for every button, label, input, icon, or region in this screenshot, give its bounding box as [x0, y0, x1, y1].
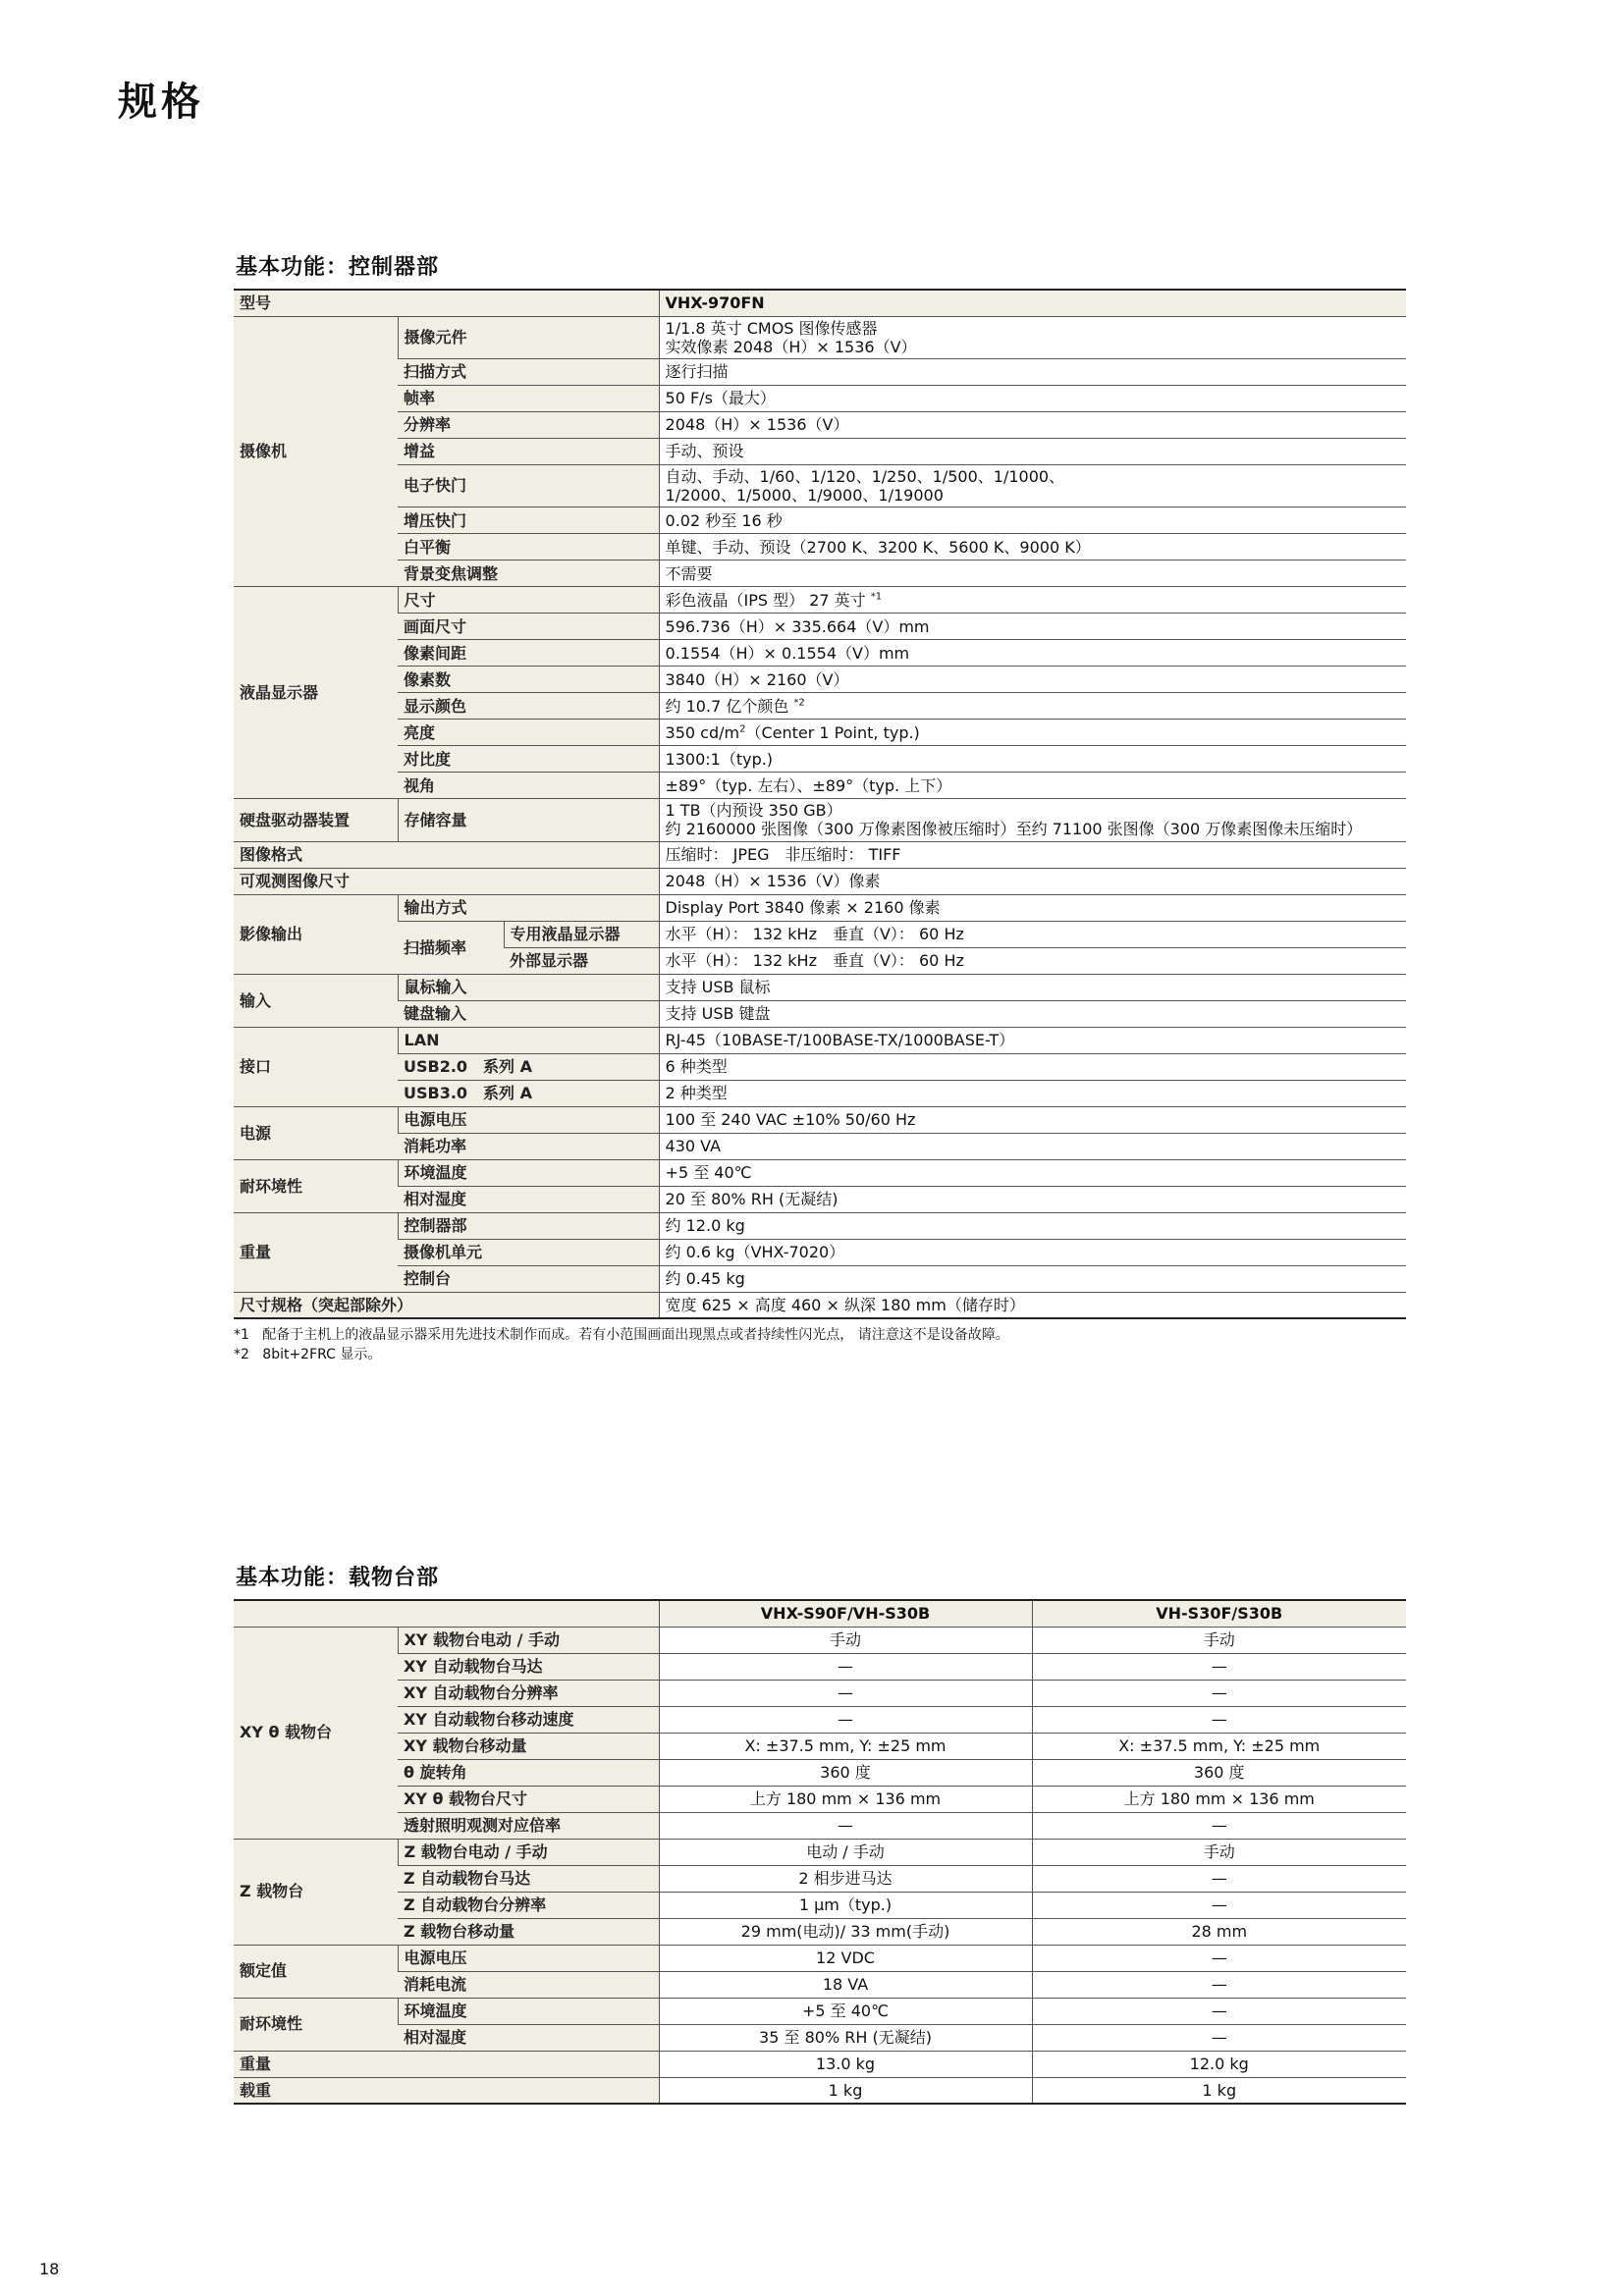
- row-label: θ 旋转角: [398, 1759, 659, 1786]
- row-label: 白平衡: [398, 534, 659, 561]
- row-label: USB3.0 系列 A: [398, 1080, 659, 1106]
- table-row: [234, 640, 1406, 667]
- model-value: VHX-970FN: [659, 290, 1406, 316]
- table-row: [234, 2024, 1406, 2051]
- table-row: [234, 561, 1406, 587]
- row-value: 1 kg: [1032, 2077, 1406, 2104]
- row-label: 视角: [398, 773, 659, 799]
- row-label: XY 载物台移动量: [398, 1733, 659, 1759]
- row-value: 360 度: [1032, 1759, 1406, 1786]
- row-label: 对比度: [398, 746, 659, 773]
- row-label: 帧率: [398, 385, 659, 411]
- table-row: [234, 693, 1406, 720]
- stage-section: [234, 1561, 1406, 2105]
- row-label: 消耗电流: [398, 1971, 659, 1998]
- group-label: 耐环境性: [234, 1998, 398, 2051]
- table-row: [234, 1971, 1406, 1998]
- row-label: 可观测图像尺寸: [234, 868, 659, 894]
- table-row: [234, 358, 1406, 385]
- row-value: —: [1032, 1892, 1406, 1918]
- table-row: [234, 1080, 1406, 1106]
- row-label: 键盘输入: [398, 1000, 659, 1027]
- table-row: [234, 868, 1406, 894]
- row-value: X: ±37.5 mm, Y: ±25 mm: [659, 1733, 1032, 1759]
- row-label: 存储容量: [398, 799, 659, 841]
- table-row: [234, 1186, 1406, 1212]
- column-header: VH-S30F/S30B: [1032, 1600, 1406, 1627]
- group-label: XY θ 载物台: [234, 1627, 398, 1839]
- footnotes: [234, 1325, 1406, 1364]
- table-row: [234, 1812, 1406, 1839]
- row-label: 透射照明观测对应倍率: [398, 1812, 659, 1839]
- row-value: ±89°（typ. 左右）、±89°（typ. 上下）: [659, 773, 1406, 799]
- table-row: [234, 438, 1406, 464]
- row-value: —: [1032, 1945, 1406, 1971]
- row-label: LAN: [398, 1027, 659, 1053]
- row-label: 相对湿度: [398, 2024, 659, 2051]
- row-value: 1 TB（内预设 350 GB） 约 2160000 张图像（300 万像素图像被压缩时）至约 71100 张图像（300 万像素图像未压缩时）: [659, 799, 1406, 841]
- row-sublabel: 专用液晶显示器: [504, 921, 659, 947]
- row-label: 环境温度: [398, 1159, 659, 1186]
- row-value: 水平（H）： 132 kHz 垂直（V）： 60 Hz: [659, 947, 1406, 974]
- row-value: 3840（H）× 2160（V）: [659, 667, 1406, 693]
- table-row: [234, 1759, 1406, 1786]
- row-label: 亮度: [398, 720, 659, 746]
- table-row: [234, 1892, 1406, 1918]
- row-value: 360 度: [659, 1759, 1032, 1786]
- row-value: RJ-45（10BASE-T/100BASE-TX/1000BASE-T）: [659, 1027, 1406, 1053]
- table-row: [234, 1945, 1406, 1971]
- row-value: 0.02 秒至 16 秒: [659, 507, 1406, 534]
- table-row: [234, 1265, 1406, 1292]
- table-row: [234, 974, 1406, 1000]
- row-value: 18 VA: [659, 1971, 1032, 1998]
- controller-section-title: 基本功能：控制器部: [236, 255, 440, 280]
- row-value: —: [659, 1706, 1032, 1733]
- row-label: 鼠标输入: [398, 974, 659, 1000]
- row-value: —: [1032, 1706, 1406, 1733]
- row-value: 350 $cd/m^2(Center$ 1 Point, typ.): [659, 720, 1406, 746]
- table-row: [234, 1786, 1406, 1812]
- row-value: X: ±37.5 mm, Y: ±25 mm: [1032, 1733, 1406, 1759]
- row-label: 重量: [234, 2051, 659, 2077]
- row-label: XY θ 载物台尺寸: [398, 1786, 659, 1812]
- table-row: [234, 1159, 1406, 1186]
- table-row: [234, 1292, 1406, 1318]
- row-value: 支持 USB 键盘: [659, 1000, 1406, 1027]
- row-label: 控制器部: [398, 1212, 659, 1239]
- table-row: [234, 411, 1406, 438]
- row-value: 自动、手动、1/60、1/120、1/250、1/500、1/1000、 1/2000、1/5000、1/9000、1/19000: [659, 464, 1406, 507]
- group-label: 重量: [234, 1212, 398, 1292]
- table-row: [234, 1653, 1406, 1680]
- row-value: 6 种类型: [659, 1053, 1406, 1080]
- table-row: [234, 1680, 1406, 1706]
- table-row: [234, 290, 1406, 316]
- table-row: [234, 841, 1406, 868]
- row-label: USB2.0 系列 A: [398, 1053, 659, 1080]
- controller-section: [234, 250, 1406, 1364]
- row-label: XY 载物台电动 / 手动: [398, 1627, 659, 1653]
- table-row: [234, 385, 1406, 411]
- row-label: 电子快门: [398, 464, 659, 507]
- group-label: 硬盘驱动器装置: [234, 799, 398, 841]
- table-row: [234, 507, 1406, 534]
- row-value: +5 至 40℃: [659, 1998, 1032, 2024]
- row-label: Z 自动载物台马达: [398, 1865, 659, 1892]
- row-value: 上方 180 mm × 136 mm: [1032, 1786, 1406, 1812]
- row-value: 约 0.6 kg（VHX-7020）: [659, 1239, 1406, 1265]
- row-value: 手动: [1032, 1627, 1406, 1653]
- row-value: 水平（H）： 132 kHz 垂直（V）： 60 Hz: [659, 921, 1406, 947]
- row-value: 50 F/s（最大）: [659, 385, 1406, 411]
- table-row: [234, 773, 1406, 799]
- table-row: [234, 1998, 1406, 2024]
- header-empty: [234, 1600, 659, 1627]
- table-row: [234, 2077, 1406, 2104]
- table-row: [234, 894, 1406, 921]
- row-value: —: [1032, 1971, 1406, 1998]
- row-value: 宽度 625 × 高度 460 × 纵深 180 mm（储存时）: [659, 1292, 1406, 1318]
- stage-section-title: 基本功能：载物台部: [236, 1566, 440, 1590]
- row-label: 尺寸: [398, 587, 659, 614]
- row-value: 12.0 kg: [1032, 2051, 1406, 2077]
- row-label: 分辨率: [398, 411, 659, 438]
- row-label: XY 自动载物台分辨率: [398, 1680, 659, 1706]
- group-label: Z 载物台: [234, 1839, 398, 1945]
- row-label: 增压快门: [398, 507, 659, 534]
- row-value: 2 种类型: [659, 1080, 1406, 1106]
- row-value: 1/1.8 英寸 CMOS 图像传感器 实效像素 2048（H）× 1536（V）: [659, 316, 1406, 358]
- row-value: —: [1032, 1653, 1406, 1680]
- row-label: 消耗功率: [398, 1133, 659, 1159]
- group-label: 接口: [234, 1027, 398, 1106]
- row-value: 上方 180 mm × 136 mm: [659, 1786, 1032, 1812]
- table-row: [234, 1212, 1406, 1239]
- row-label: 背景变焦调整: [398, 561, 659, 587]
- table-row: [234, 1000, 1406, 1027]
- row-value: +5 至 40℃: [659, 1159, 1406, 1186]
- row-value: 596.736（H）× 335.664（V）mm: [659, 614, 1406, 640]
- row-label: 输出方式: [398, 894, 659, 921]
- controller-spec-table: [234, 289, 1406, 1319]
- row-value: 0.1554（H）× 0.1554（V）mm: [659, 640, 1406, 667]
- row-value: —: [1032, 1812, 1406, 1839]
- table-row: [234, 1839, 1406, 1865]
- row-value: 手动、预设: [659, 438, 1406, 464]
- row-label: XY 自动载物台移动速度: [398, 1706, 659, 1733]
- row-label: 画面尺寸: [398, 614, 659, 640]
- table-row: [234, 614, 1406, 640]
- table-row: [234, 746, 1406, 773]
- row-value: 约 10.7 亿个颜色 $^{*2}$: [659, 693, 1406, 720]
- table-row: [234, 1106, 1406, 1133]
- row-label: 电源电压: [398, 1945, 659, 1971]
- row-value: 彩色液晶（IPS 型） 27 英寸 $^{*1}$: [659, 587, 1406, 614]
- page-number: 18: [39, 2260, 60, 2278]
- table-row: [234, 316, 1406, 358]
- row-value: —: [1032, 1998, 1406, 2024]
- row-label: 载重: [234, 2077, 659, 2104]
- row-value: 13.0 kg: [659, 2051, 1032, 2077]
- table-row: [234, 1733, 1406, 1759]
- row-value: 29 mm(电动)/ 33 mm(手动): [659, 1918, 1032, 1945]
- row-value: 430 VA: [659, 1133, 1406, 1159]
- table-row: [234, 1918, 1406, 1945]
- row-value: 电动 / 手动: [659, 1839, 1032, 1865]
- table-row: [234, 464, 1406, 507]
- row-label: 摄像机单元: [398, 1239, 659, 1265]
- row-value: —: [1032, 2024, 1406, 2051]
- row-label: XY 自动载物台马达: [398, 1653, 659, 1680]
- table-row: [234, 667, 1406, 693]
- group-label: 耐环境性: [234, 1159, 398, 1212]
- table-row: [234, 799, 1406, 841]
- table-row: [234, 921, 1406, 947]
- table-row: [234, 1027, 1406, 1053]
- row-value: 35 至 80% RH (无凝结): [659, 2024, 1032, 2051]
- row-label: 扫描频率: [398, 921, 504, 974]
- table-row: [234, 1706, 1406, 1733]
- row-value: 28 mm: [1032, 1918, 1406, 1945]
- row-value: 1 μm（typ.): [659, 1892, 1032, 1918]
- row-value: 不需要: [659, 561, 1406, 587]
- row-value: Display Port 3840 像素 × 2160 像素: [659, 894, 1406, 921]
- row-value: 2048（H）× 1536（V）: [659, 411, 1406, 438]
- table-row: [234, 534, 1406, 561]
- row-value: —: [1032, 1680, 1406, 1706]
- column-header: VHX-S90F/VH-S30B: [659, 1600, 1032, 1627]
- row-label: Z 载物台移动量: [398, 1918, 659, 1945]
- group-label: 额定值: [234, 1945, 398, 1998]
- row-label: Z 载物台电动 / 手动: [398, 1839, 659, 1865]
- row-label: 像素间距: [398, 640, 659, 667]
- row-value: —: [659, 1680, 1032, 1706]
- group-label: 影像输出: [234, 894, 398, 974]
- table-row: [234, 587, 1406, 614]
- footnote: *2 8bit+2FRC 显示。: [234, 1347, 382, 1363]
- row-value: —: [659, 1653, 1032, 1680]
- table-row: [234, 1627, 1406, 1653]
- table-row: [234, 1239, 1406, 1265]
- row-value: 约 0.45 kg: [659, 1265, 1406, 1292]
- row-value: 单键、手动、预设（2700 K、3200 K、5600 K、9000 K）: [659, 534, 1406, 561]
- table-row: [234, 720, 1406, 746]
- row-value: 2048（H）× 1536（V）像素: [659, 868, 1406, 894]
- table-row: [234, 1053, 1406, 1080]
- group-label: 摄像机: [234, 316, 398, 587]
- row-value: 压缩时： JPEG 非压缩时： TIFF: [659, 841, 1406, 868]
- row-value: 逐行扫描: [659, 358, 1406, 385]
- row-value: 1300:1（typ.): [659, 746, 1406, 773]
- row-value: 100 至 240 VAC ±10% 50/60 Hz: [659, 1106, 1406, 1133]
- row-value: 支持 USB 鼠标: [659, 974, 1406, 1000]
- row-label: Z 自动载物台分辨率: [398, 1892, 659, 1918]
- row-label: 像素数: [398, 667, 659, 693]
- row-label: 型号: [234, 290, 659, 316]
- group-label: 输入: [234, 974, 398, 1027]
- row-label: 图像格式: [234, 841, 659, 868]
- row-sublabel: 外部显示器: [504, 947, 659, 974]
- row-value: —: [659, 1812, 1032, 1839]
- row-value: 2 相步进马达: [659, 1865, 1032, 1892]
- row-label: 控制台: [398, 1265, 659, 1292]
- group-label: 电源: [234, 1106, 398, 1159]
- row-value: 12 VDC: [659, 1945, 1032, 1971]
- row-label: 尺寸规格（突起部除外）: [234, 1292, 659, 1318]
- table-row: [234, 1865, 1406, 1892]
- row-label: 扫描方式: [398, 358, 659, 385]
- row-value: 手动: [1032, 1839, 1406, 1865]
- page-title: 规格: [118, 79, 204, 125]
- row-value: 20 至 80% RH (无凝结): [659, 1186, 1406, 1212]
- table-row: [234, 1133, 1406, 1159]
- row-value: 手动: [659, 1627, 1032, 1653]
- footnote: *1 配备于主机上的液晶显示器采用先进技术制作而成。若有小范围画面出现黑点或者持续性闪光点， 请注意这不是设备故障。: [234, 1327, 1009, 1344]
- row-label: 显示颜色: [398, 693, 659, 720]
- stage-spec-table: [234, 1599, 1406, 2105]
- row-label: 摄像元件: [398, 316, 659, 358]
- row-label: 电源电压: [398, 1106, 659, 1133]
- row-label: 环境温度: [398, 1998, 659, 2024]
- row-value: 1 kg: [659, 2077, 1032, 2104]
- row-value: —: [1032, 1865, 1406, 1892]
- table-header-row: [234, 1600, 1406, 1627]
- row-value: 约 12.0 kg: [659, 1212, 1406, 1239]
- group-label: 液晶显示器: [234, 587, 398, 799]
- table-row: [234, 2051, 1406, 2077]
- row-label: 相对湿度: [398, 1186, 659, 1212]
- row-label: 增益: [398, 438, 659, 464]
